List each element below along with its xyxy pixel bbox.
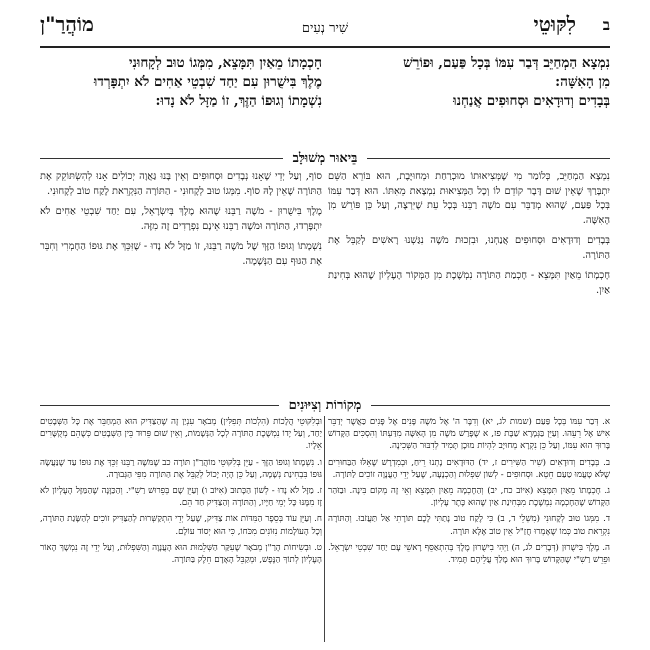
section-heading-mekorot	[40, 397, 610, 413]
book-title-right: לִקּוּטֵי	[533, 12, 576, 36]
source-note: וּבְלִקּוּטֵי הֲלָכוֹת (הִלְכוֹת תְּפִלִּין) מְבֹאָר עִנְיַן זֶה שֶׁהַצַּדִּיק הוּא הַמְחַבֵּר אֶת כָּל הַשְּׁבָטִים יַחַד, וְעַל יָדוֹ נִמְשֶׁכֶת הַתּוֹרָה לְכָל הַנְּשָׁמוֹת, וְאֵין שׁוּם פֵּרוּד בֵּין הַשְּׁבָטִים כְּשֶׁהֵם מְקֻשָּׁרִים אֵלָיו.	[40, 417, 322, 452]
verse-line: נִשְׁמָתוֹ וְגוּפוֹ הַזֶּךְ, זוֹ מַזָּל לֹא נָדוּ:	[155, 93, 322, 109]
source-note: ח. וְעַיֵּן עוֹד בְּסֵפֶר הַמִּדּוֹת אוֹת צַדִּיק, שֶׁעַל יְדֵי הִתְקַשְּׁרוּת לְהַצַּדִּיק זוֹכִים לְהַשָּׂגַת הַתּוֹרָה, וְכָל הָעוֹלָמוֹת נִזּוֹנִים מִכֹּחוֹ, כִּי הוּא יְסוֹד עוֹלָם.	[40, 514, 322, 537]
commentary-paragraph: מֶלֶךְ בִּישֻׁרוּן - מֹשֶׁה רַבֵּנוּ שֶׁהוּא מֶלֶךְ בְּיִשְׂרָאֵל, עִם יַחַד שִׁבְטֵי אַחִים לֹא יִתְפָּרְדוּ, הַתּוֹרָה וּמֹשֶׁה רַבֵּנוּ אֵינָם נִפְרָדִים זֶה מִזֶּה.	[40, 206, 322, 232]
verse-column-left	[40, 54, 322, 111]
source-note: ה. מֶלֶךְ בִּישֻׁרוּן (דְּבָרִים לג, ה) וַיְהִי בִישֻׁרוּן מֶלֶךְ בְּהִתְאַסֵּף רָאשֵׁי עָם יַחַד שִׁבְטֵי יִשְׂרָאֵל. וּפֵרֵשׁ רַשִׁ"י שֶׁהַקָּדוֹשׁ בָּרוּךְ הוּא מָלַךְ עֲלֵיהֶם תָּמִיד.	[328, 542, 610, 566]
page-number: ב	[602, 16, 610, 34]
section-heading-biur	[40, 150, 610, 166]
sources-column-left	[40, 416, 322, 570]
source-note: ב. בְּבָדִים וְדוּדָאִים (שִׁיר הַשִּׁירִים ז, יד) הַדּוּדָאִים נָתְנוּ רֵיחַ, וּבְמִדְרָשׁ שֶׁאֵלּוּ הַבַּחוּרִים שֶׁלֹּא טָעֲמוּ טַעַם חֵטְא. וּסְחוּפִים - לְשׁוֹן שִׁפְלוּת וְהַכְנָעָה, שֶׁעַל יְדֵי הָעֲנָוָה זוֹכִים לַתּוֹרָה.	[328, 457, 610, 480]
source-note: ד. מִמְּגוֹ טוּב לְקָחוּנִי (מִשְׁלֵי ד, ב) כִּי לֶקַח טוֹב נָתַתִּי לָכֶם תּוֹרָתִי אַל תַּעֲזֹבוּ. וְהַתּוֹרָה נִקְרֵאת טוֹב כְּמוֹ שֶׁאָמְרוּ חֲזַ"ל אֵין טוֹב אֶלָּא תּוֹרָה.	[328, 514, 610, 537]
source-note: ז. מַזָּל לֹא נָדוּ - לְשׁוֹן הַכָּתוּב (אִיּוֹב ו) וְעַיֵּן שָׁם בְּפֵרוּשׁ רַשִׁ"י. וְהַכַּוָּנָה שֶׁהַמַּזָּל הָעֶלְיוֹן לֹא זָז מִמֶּנּוּ כָּל יְמֵי חַיָּיו, וְהַתּוֹרָה וְהַצַּדִּיק חַד הֵם.	[40, 486, 322, 509]
verse-line: חָכְמָתוֹ מֵאַיִן תִּמָּצֵא, מִמְּגוֹ טוּב לְקָחוּנִי	[128, 55, 322, 71]
section-heading-text: מְקוֹרוֹת וְצִיּוּנִים	[279, 398, 372, 413]
header-rule	[40, 46, 610, 48]
combined-commentary	[40, 170, 610, 390]
poem-verses	[40, 54, 610, 144]
book-title-left: מוֹהֲרַ"ן	[40, 12, 94, 36]
verse-line: בְּבָדִים וְדוּדָאִים וּסְחוּפִים אֲנַחְנוּ	[453, 93, 610, 109]
source-note: ג. חָכְמָתוֹ מֵאַיִן תִּמָּצֵא (אִיּוֹב כח, יב) וְהַחָכְמָה מֵאַיִן תִּמָּצֵא וְאֵי זֶה מְקוֹם בִּינָה. וּבַזֹּהַר הַקָּדוֹשׁ שֶׁהַחָכְמָה נִמְשֶׁכֶת מִבְּחִינַת אַיִן שֶׁהוּא כֶּתֶר עֶלְיוֹן.	[328, 486, 610, 509]
commentary-paragraph: סוֹף, וְעַל יְדֵי שֶׁאָנוּ נְבָדִים וּסְחוּפִים וְאֵין בָּנוּ גַּאֲוָה יְכוֹלִים אָנוּ לְהִשְׂתּוֹקֵק אֶת הַתּוֹרָה שֶׁאֵין לָהּ סוֹף. מִמְּגוֹ טוּב לְקָחוּנִי - הַתּוֹרָה הַנִּקְרֵאת לֶקַח טוֹב לְקָחוּנִי.	[40, 171, 322, 197]
verse-line: מִן הָאִשָּׁה:	[555, 74, 610, 90]
commentary-paragraph: בְּבָדִים וְדוּדָאִים וּסְחוּפִים אֲנַחְנוּ, וּבִזְכוּת מֹשֶׁה נִגַּשְׁנוּ רָאשִׁים לְקַבֵּל אֶת הַתּוֹרָה.	[328, 235, 610, 261]
commentary-paragraph: נִשְׁמָתוֹ וְגוּפוֹ הַזֶּךְ שֶׁל מֹשֶׁה רַבֵּנוּ, זוֹ מַזָּל לֹא נָדוּ - שֶׁזִּכֵּךְ אֶת גּוּפוֹ הַחָמְרִי וְחִבֵּר אֶת הַגּוּף עִם הַנְּשָׁמָה.	[40, 241, 322, 267]
verse-line: מֶלֶךְ בִּישֻׁרוּן עִם יַחַד שִׁבְטֵי אַחִים לֹא יִתְפָּרְדוּ	[93, 74, 322, 90]
page-header	[40, 10, 610, 44]
section-heading-text: בֵּיאוּר מְשׁוּלָּב	[283, 151, 368, 166]
verse-column-right	[328, 54, 610, 111]
sources-section	[40, 416, 610, 642]
source-note: ט. וּבְשִׂיחוֹת הָרַ"ן מְבֹאָר שֶׁעִקַּר הַשְּׁלֵמוּת הוּא הָעֲנָוָה וְהַשִּׁפְלוּת, וְעַל יְדֵי זֶה נִמְשָׁךְ הָאוֹר הָעֶלְיוֹן לְתוֹךְ הַנֶּפֶשׁ, וּמְקַבֵּל הָאָדָם חֵלֶק בַּתּוֹרָה.	[40, 542, 322, 566]
commentary-paragraph: נִמְצָא הַמְחַיֵּב, כְּלוֹמַר מִי שֶׁמְּצִיאוּתוֹ מוּכְרַחַת וּמְחוּיֶּבֶת, הוּא בּוֹרֵא הַשֵּׁם יִתְבָּרַךְ שֶׁאֵין שׁוּם דָּבָר קוֹדֵם לוֹ וְכָל הַמְּצִיאוּת נִמְצָאת מֵאִתּוֹ. הוּא דְּבַר עִמּוֹ בְּכָל פַּעַם, שֶׁהוּא מְדַבֵּר עִם מֹשֶׁה רַבֵּנוּ בְּכָל עֵת שֶׁיִּרְצֶה, וְעַל כֵּן פּוֹרֵשׁ מִן הָאִשָּׁה.	[328, 171, 610, 226]
poem-title: שִׁיר נְעִים	[301, 21, 349, 36]
commentary-column-left	[40, 170, 322, 275]
verse-line: נִמְצָא הַמְחַיֵּב דְּבַר עִמּוֹ בְּכָל פַּעַם, וּפוֹרֵשׁ	[403, 55, 610, 71]
commentary-paragraph: חָכְמָתוֹ מֵאַיִן תִּמָּצֵא - חָכְמַת הַתּוֹרָה נִמְשֶׁכֶת מִן הַמְּקוֹר הָעֶלְיוֹן שֶׁהוּא בְּחִינַת אַיִן.	[328, 270, 610, 296]
source-note: א. דְּבַר עִמּוֹ בְּכָל פַּעַם (שמות לג, יא) וְדִבֶּר ה' אֶל מֹשֶׁה פָּנִים אֶל פָּנִים כַּאֲשֶׁר יְדַבֵּר אִישׁ אֶל רֵעֵהוּ. וְעַיֵּן בַּגְּמָרָא שַׁבָּת פז, א שֶׁפָּרַשׁ מֹשֶׁה מִן הָאִשָּׁה מִדַּעְתּוֹ וְהִסְכִּים הַקָּדוֹשׁ בָּרוּךְ הוּא עִמּוֹ, וְעַל כֵּן נִקְרָא מְחוּיָּב לִהְיוֹת מוּכָן תָּמִיד לְדִבּוּר הַשְּׁכִינָה.	[328, 417, 610, 452]
source-note: ו. נִשְׁמָתוֹ וְגוּפוֹ הַזֶּךְ - עַיֵּן בְּלִקּוּטֵי מוֹהֲרַ"ן תּוֹרָה כב שֶׁמֹּשֶׁה רַבֵּנוּ זִכֵּךְ אֶת גּוּפוֹ עַד שֶׁנַּעֲשָׂה גּוּפוֹ בִּבְחִינַת נְשָׁמָה, וְעַל כֵּן הָיָה יָכוֹל לְקַבֵּל אֶת הַתּוֹרָה מִפִּי הַגְּבוּרָה.	[40, 457, 322, 480]
sources-column-right	[328, 416, 610, 570]
commentary-column-right	[328, 170, 610, 304]
